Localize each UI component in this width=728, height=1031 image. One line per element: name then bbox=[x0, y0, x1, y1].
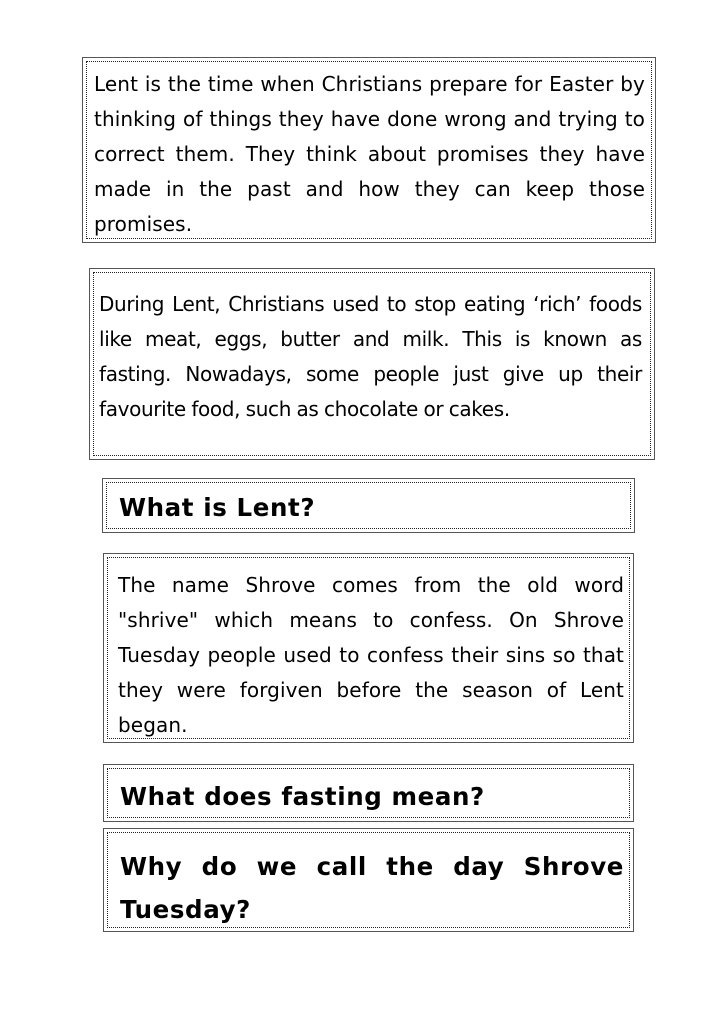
info-card-shrove bbox=[103, 553, 634, 743]
question-card-shrove-tuesday bbox=[103, 828, 634, 932]
question-text: Why do we call the day Shrove Tuesday? bbox=[120, 852, 624, 924]
card-dotted-border bbox=[86, 61, 652, 239]
card-dotted-border bbox=[107, 768, 630, 818]
card-dotted-border bbox=[93, 272, 651, 456]
card-dotted-border bbox=[107, 832, 630, 928]
info-card-fasting bbox=[89, 268, 655, 460]
question-card-what-is-lent bbox=[102, 478, 635, 533]
card-dotted-border bbox=[106, 482, 631, 529]
card-text: The name Shrove comes from the old word "shrive" which means to confess. On Shrove Tuesday people used to confess their sins so that they were forgiven before the season of Lent began. bbox=[118, 573, 624, 737]
info-card-what-is-lent bbox=[82, 57, 656, 243]
question-card-fasting bbox=[103, 764, 634, 822]
question-text: What is Lent? bbox=[119, 493, 316, 522]
card-text: Lent is the time when Christians prepare for Easter by thinking of things they have done wrong and trying to correct them. They think about promises they have made in the past and how they can keep those promises. bbox=[94, 72, 645, 236]
card-dotted-border bbox=[107, 557, 630, 739]
card-text: During Lent, Christians used to stop eating ‘rich’ foods like meat, eggs, butter and milk. This is known as fasting. Nowadays, some people just give up their favourite food, such as chocolate or cakes. bbox=[99, 292, 642, 421]
question-text: What does fasting mean? bbox=[120, 782, 485, 811]
